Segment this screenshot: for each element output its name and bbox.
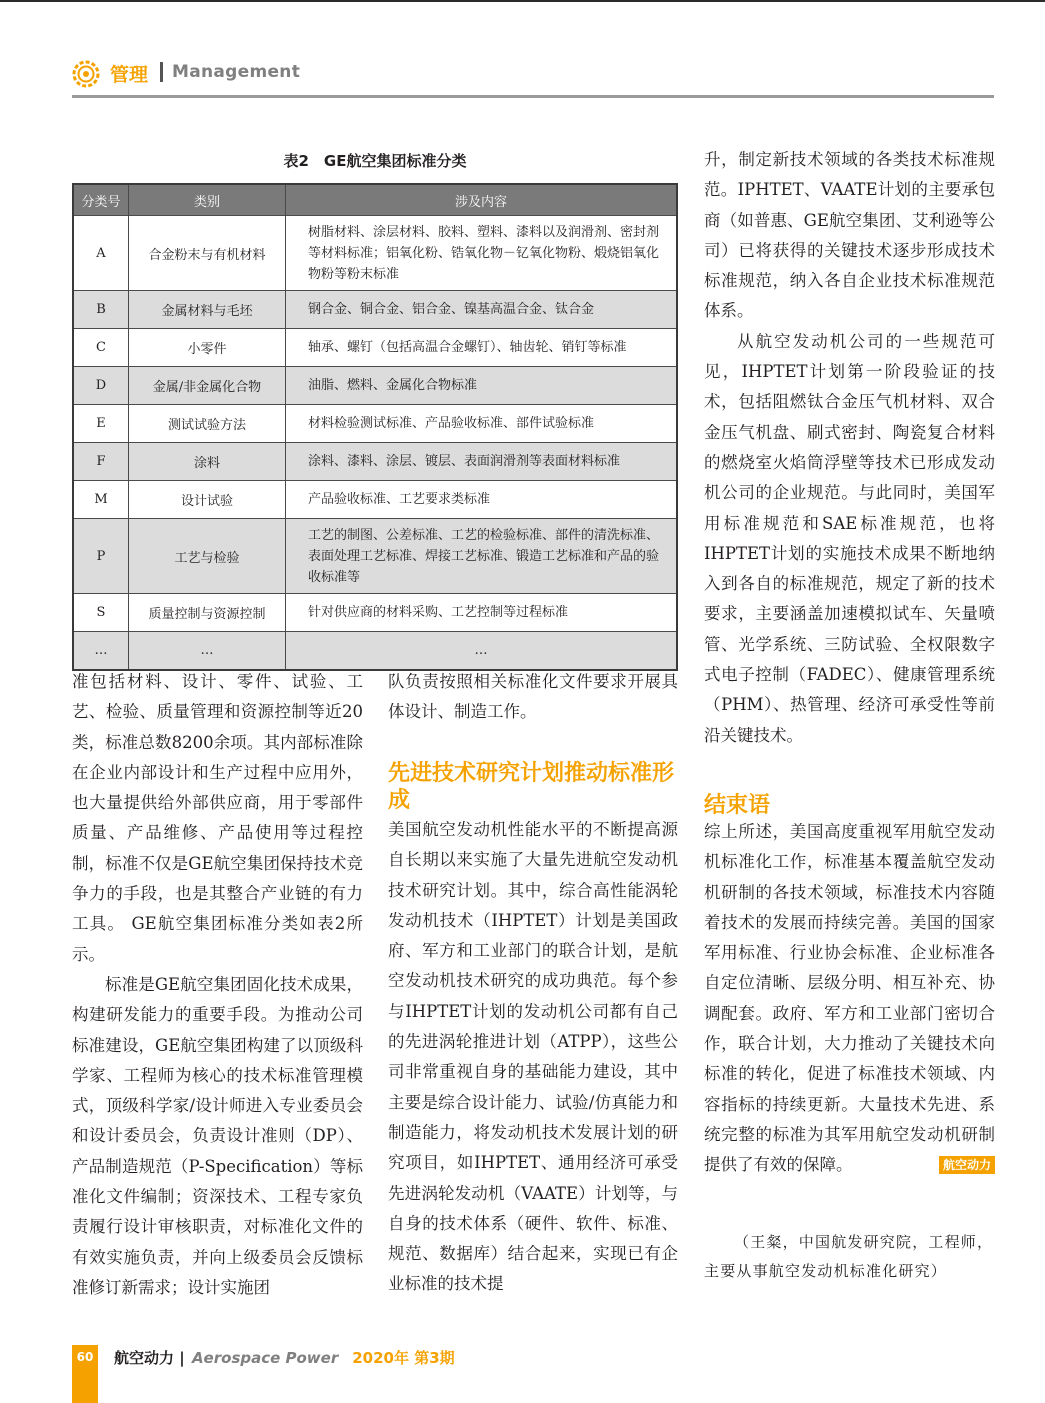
end-mark-badge: 航空动力 [939, 1156, 995, 1174]
cell-code: B [73, 291, 129, 329]
table-row [73, 519, 677, 594]
cell-category: 设计试验 [129, 481, 286, 519]
table-row [73, 443, 677, 481]
cell-content: 材料检验测试标准、产品验收标准、部件试验标准 [286, 405, 678, 443]
section-heading: 先进技术研究计划推动标准形成 [388, 761, 675, 813]
cell-content: … [286, 632, 678, 671]
column-header-content: 涉及内容 [286, 184, 678, 216]
cell-category: 测试试验方法 [129, 405, 286, 443]
issue-label: 2020年 第3期 [352, 1349, 455, 1367]
conclusion-body [704, 817, 995, 1181]
author-note: （王粲，中国航发研究院，工程师，主要从事航空发动机标准化研究） [704, 1233, 994, 1280]
paragraph: 升，制定新技术领域的各类技术标准规范。IPHTET、VAATE计划的主要承包商（如普惠、GE航空集团、艾利逊等公司）已将获得的关键技术逐步形成技术标准规范，纳入各自企业技术标准规范体系。 [704, 150, 995, 321]
table-title: 表2 GE航空集团标准分类 [283, 152, 467, 170]
cell-code: S [73, 594, 129, 632]
cell-category: 质量控制与资源控制 [129, 594, 286, 632]
section-title-en: Management [172, 62, 301, 82]
cell-content: 树脂材料、涂层材料、胶料、塑料、漆料以及润滑剂、密封剂等材料标准；铝氧化粉、锆氧化物－钇氧化物粉、煅烧铝氧化物粉等粉末标准 [286, 216, 678, 291]
table-row [73, 367, 677, 405]
cell-category: 合金粉末与有机材料 [129, 216, 286, 291]
cell-content: 油脂、燃料、金属化合物标准 [286, 367, 678, 405]
cell-code: E [73, 405, 129, 443]
cell-content: 涂料、漆料、涂层、镀层、表面润滑剂等表面材料标准 [286, 443, 678, 481]
cell-category: 金属/非金属化合物 [129, 367, 286, 405]
column-header-category: 类别 [129, 184, 286, 216]
cell-category: 工艺与检验 [129, 519, 286, 594]
paragraph: 从航空发动机公司的一些规范可见，IHPTET计划第一阶段验证的技术，包括阻燃钛合金压气机材料、双合金压气机盘、刷式密封、陶瓷复合材料的燃烧室火焰筒浮壁等技术已形成发动机公司的企业规范。与此同时，美国军用标准规范和SAE标准规范，也将IHPTET计划的实施技术成果不断地纳入到各自的标准规范，规定了新的技术要求，主要涵盖加速模拟试车、矢量喷管、光学系统、三防试验、全权限数字式电子控制（FADEC）、健康管理系统（PHM）、热管理、经济可承受性等前沿关键技术。 [704, 331, 995, 745]
magazine-name: 航空动力 [114, 1349, 175, 1367]
cell-code: C [73, 329, 129, 367]
cell-content: 针对供应商的材料采购、工艺控制等过程标准 [286, 594, 678, 632]
cell-code: … [73, 632, 129, 671]
column-3 [704, 145, 995, 751]
header-rule [72, 95, 994, 98]
paragraph: 准包括材料、设计、零件、试验、工艺、检验、质量管理和资源控制等近20类，标准总数8200余项。其内部标准除在企业内部设计和生产过程中应用外，也大量提供给外部供应商，用于零部件质量、产品维修、产品使用等过程控制，标准不仅是GE航空集团保持技术竞争力的手段，也是其整合产业链的有力工具。 GE航空集团标准分类如表2所示。 [72, 672, 363, 964]
cell-content: 产品验收标准、工艺要求类标准 [286, 481, 678, 519]
cell-content: 钢合金、铜合金、铝合金、镍基高温合金、钛合金 [286, 291, 678, 329]
top-rule [0, 0, 1045, 2]
conclusion-text: 综上所述，美国高度重视军用航空发动机标准化工作，标准基本覆盖航空发动机研制的各技术领域，标准技术内容随着技术的发展而持续完善。美国的国家军用标准、行业协会标准、企业标准各自定位清晰、层级分明、相互补充、协调配套。政府、军方和工业部门密切合作，联合计划，大力推动了关键技术向标准的转化，促进了标准技术领域、内容指标的持续更新。大量技术先进、系统完整的标准为其军用航空发动机研制提供了有效的保障。 [704, 822, 995, 1175]
gear-logo-icon [72, 60, 100, 88]
conclusion-heading: 结束语 [704, 793, 771, 818]
cell-content: 轴承、螺钉（包括高温合金螺钉）、轴齿轮、销钉等标准 [286, 329, 678, 367]
cell-category: 涂料 [129, 443, 286, 481]
header-divider [160, 62, 163, 82]
table-row [73, 291, 677, 329]
table-row [73, 329, 677, 367]
table-row [73, 481, 677, 519]
cell-code: P [73, 519, 129, 594]
cell-category: 金属材料与毛坯 [129, 291, 286, 329]
paragraph: 美国航空发动机性能水平的不断提高源自长期以来实施了大量先进航空发动机技术研究计划。其中，综合高性能涡轮发动机技术（IHPTET）计划是美国政府、军方和工业部门的联合计划，是航空发动机技术研究的成功典范。每个参与IHPTET计划的发动机公司都有自己的先进涡轮推进计划（ATPP），这些公司非常重视自身的基础能力建设，其中主要是综合设计能力、试验/仿真能力和制造能力，将发动机技术发展计划的研究项目，如IHPTET、通用经济可承受先进涡轮发动机（VAATE）计划等，与自身的技术体系（硬件、软件、标准、规范、数据库）结合起来，实现已有企业标准的技术提 [388, 820, 678, 1294]
column-header-code: 分类号 [73, 184, 129, 216]
table-row [73, 594, 677, 632]
table-header-row [73, 184, 677, 216]
paragraph: 队负责按照相关标准化文件要求开展具体设计、制造工作。 [388, 672, 678, 722]
footer-separator: | [174, 1349, 190, 1367]
column-1 [72, 667, 363, 1303]
section-title-cn: 管理 [110, 64, 149, 86]
footer [114, 1347, 455, 1368]
cell-category: 小零件 [129, 329, 286, 367]
cell-category: … [129, 632, 286, 671]
page-number: 60 [76, 1350, 94, 1364]
standards-table [72, 183, 678, 671]
table-row [73, 216, 677, 291]
table-row [73, 405, 677, 443]
page-header [72, 58, 994, 88]
paragraph [704, 817, 995, 1181]
cell-code: A [73, 216, 129, 291]
column-2-body [388, 815, 678, 1300]
magazine-name-en: Aerospace Power [191, 1349, 339, 1367]
cell-code: F [73, 443, 129, 481]
cell-code: M [73, 481, 129, 519]
column-2-top [388, 667, 678, 728]
table-row [73, 632, 677, 671]
paragraph: 标准是GE航空集团固化技术成果，构建研发能力的重要手段。为推动公司标准建设，GE航空集团构建了以顶级科学家、工程师为核心的技术标准管理模式，顶级科学家/设计师进入专业委员会和设计委员会，负责设计准则（DP）、产品制造规范（P-Specification）等标准化文件编制；资深技术、工程专家负责履行设计审核职责，对标准化文件的有效实施负责，并向上级委员会反馈标准修订新需求；设计实施团 [72, 974, 363, 1297]
cell-content: 工艺的制图、公差标准、工艺的检验标准、部件的清洗标准、表面处理工艺标准、焊接工艺标准、锻造工艺标准和产品的验收标准等 [286, 519, 678, 594]
cell-code: D [73, 367, 129, 405]
